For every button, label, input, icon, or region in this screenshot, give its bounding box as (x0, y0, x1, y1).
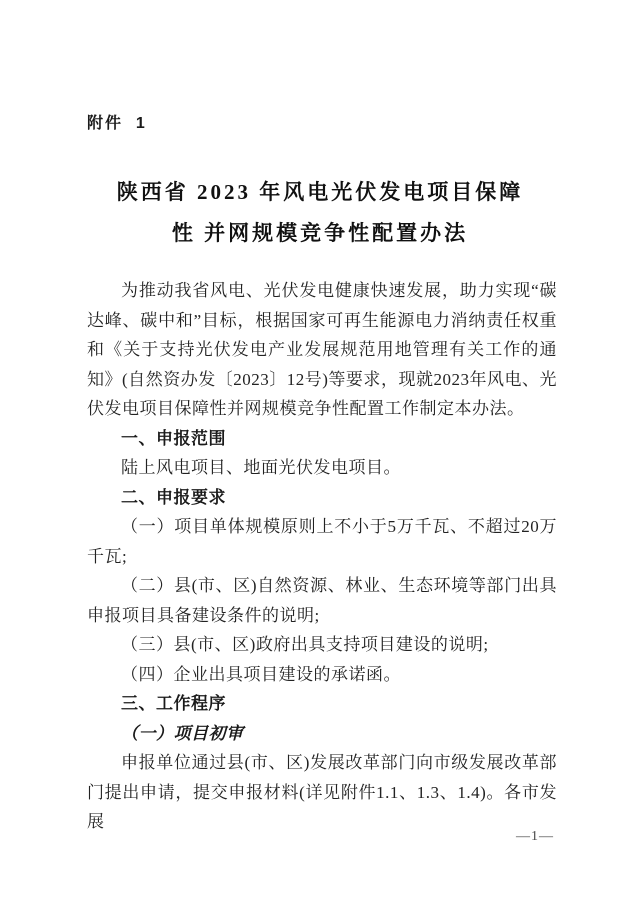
paragraph-requirement-2: （二）县(市、区)自然资源、林业、生态环境等部门出具申报项目具备建设条件的说明; (87, 576, 557, 625)
paragraph-requirement-3: （三）县(市、区)政府出具支持项目建设的说明; (121, 635, 489, 654)
intro-paragraph: 为推动我省风电、光伏发电健康快速发展，助力实现“碳达峰、碳中和”目标，根据国家可再生能源电力消纳责任权重和《关于支持光伏发电产业发展规范用地管理有关工作的通知》(自然资办发〔2023〕12号)等要求，现就2023年风电、光伏发电项目保障性并网规模竞争性配置工作制定本办法。 (87, 281, 557, 418)
section-heading-3: 三、工作程序 (121, 694, 226, 713)
page-number: —1— (516, 829, 554, 844)
document-title (60, 172, 580, 254)
paragraph-requirement-4: （四）企业出具项目建设的承诺函。 (121, 664, 401, 684)
paragraph-requirement-1: （一）项目单体规模原则上不小于5万千瓦、不超过20万千瓦; (87, 517, 557, 566)
document-body (87, 276, 557, 837)
document-title-line-2: 性 并网规模竞争性配置办法 (171, 221, 469, 245)
annex-label: 附件 1 (87, 115, 147, 132)
paragraph-scope: 陆上风电项目、地面光伏发电项目。 (121, 458, 401, 477)
section-heading-2: 二、申报要求 (121, 487, 226, 507)
section-heading-1: 一、申报范围 (121, 428, 226, 448)
subsection-heading-initial-review: （一）项目初审 (121, 723, 244, 743)
paragraph-procedure-1: 申报单位通过县(市、区)发展改革部门向市级发展改革部门提出申请，提交申报材料(详见附件1.1、1.3、1.4)。各市发展 (87, 753, 557, 831)
document-title-line-1: 陕西省 2023 年风电光伏发电项目保障 (116, 180, 524, 204)
